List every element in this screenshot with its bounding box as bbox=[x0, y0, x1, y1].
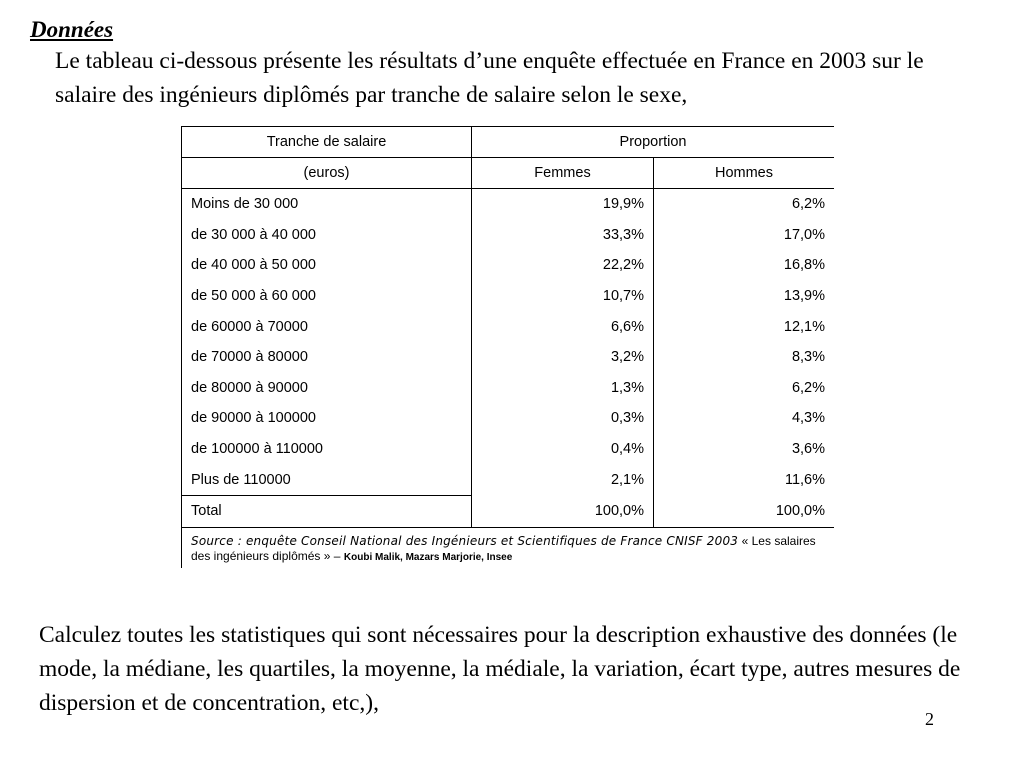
hommes-cell: 12,1% bbox=[654, 311, 835, 342]
hommes-cell: 3,6% bbox=[654, 434, 835, 465]
femmes-cell: 1,3% bbox=[472, 373, 654, 404]
salary-table-container bbox=[181, 126, 834, 568]
hommes-cell: 8,3% bbox=[654, 342, 835, 373]
intro-paragraph: Le tableau ci-dessous présente les résultats d’une enquête effectuée en France en 2003 sur le salaire des ingénieurs diplômés par tranche de salaire selon le sexe, bbox=[55, 48, 924, 108]
femmes-cell: 2,1% bbox=[472, 464, 654, 495]
hommes-cell: 6,2% bbox=[654, 373, 835, 404]
header-femmes: Femmes bbox=[472, 158, 654, 189]
tranche-cell: de 60000 à 70000 bbox=[182, 311, 472, 342]
femmes-cell: 3,2% bbox=[472, 342, 654, 373]
header-proportion: Proportion bbox=[472, 127, 835, 158]
tranche-cell: Moins de 30 000 bbox=[182, 189, 472, 220]
table-row bbox=[182, 373, 835, 404]
hommes-cell: 4,3% bbox=[654, 403, 835, 434]
femmes-cell: 6,6% bbox=[472, 311, 654, 342]
tranche-cell: de 100000 à 110000 bbox=[182, 434, 472, 465]
femmes-cell: 19,9% bbox=[472, 189, 654, 220]
table-row bbox=[182, 434, 835, 465]
total-hommes: 100,0% bbox=[654, 495, 835, 527]
question-paragraph: Calculez toutes les statistiques qui sont nécessaires pour la description exhaustive des données (le mode, la médiane, les quartiles, la moyenne, la médiale, la variation, écart type, autres mesures de dispersion et de concentration, etc,), bbox=[39, 622, 961, 716]
table-row bbox=[182, 220, 835, 251]
femmes-cell: 22,2% bbox=[472, 250, 654, 281]
header-hommes: Hommes bbox=[654, 158, 835, 189]
femmes-cell: 0,4% bbox=[472, 434, 654, 465]
tranche-cell: de 50 000 à 60 000 bbox=[182, 281, 472, 312]
femmes-cell: 10,7% bbox=[472, 281, 654, 312]
source-authors: Koubi Malik, Mazars Marjorie, Insee bbox=[343, 551, 513, 563]
table-row bbox=[182, 281, 835, 312]
hommes-cell: 11,6% bbox=[654, 464, 835, 495]
tranche-cell: de 80000 à 90000 bbox=[182, 373, 472, 404]
table-header-row bbox=[182, 127, 835, 158]
table-row bbox=[182, 342, 835, 373]
tranche-cell: de 70000 à 80000 bbox=[182, 342, 472, 373]
table-row bbox=[182, 311, 835, 342]
hommes-cell: 16,8% bbox=[654, 250, 835, 281]
femmes-cell: 33,3% bbox=[472, 220, 654, 251]
section-heading: Données bbox=[30, 17, 114, 42]
total-row bbox=[182, 495, 835, 527]
table-row bbox=[182, 250, 835, 281]
source-note bbox=[182, 527, 835, 568]
total-femmes: 100,0% bbox=[472, 495, 654, 527]
table-row bbox=[182, 189, 835, 220]
total-label: Total bbox=[182, 495, 472, 527]
source-row bbox=[182, 527, 835, 568]
table-body bbox=[182, 189, 835, 496]
header-tranche: Tranche de salaire bbox=[182, 127, 472, 158]
femmes-cell: 0,3% bbox=[472, 403, 654, 434]
page-number: 2 bbox=[925, 709, 934, 729]
header-euros: (euros) bbox=[182, 158, 472, 189]
source-italic: Source : enquête Conseil National des Ingénieurs et Scientifiques de France CNISF 2003 bbox=[191, 533, 739, 548]
hommes-cell: 6,2% bbox=[654, 189, 835, 220]
tranche-cell: Plus de 110000 bbox=[182, 464, 472, 495]
table-row bbox=[182, 464, 835, 495]
salary-table bbox=[181, 126, 834, 568]
table-subheader-row bbox=[182, 158, 835, 189]
tranche-cell: de 90000 à 100000 bbox=[182, 403, 472, 434]
source-title: « Les salaires des ingénieurs diplômés » – bbox=[191, 533, 816, 563]
tranche-cell: de 30 000 à 40 000 bbox=[182, 220, 472, 251]
table-row bbox=[182, 403, 835, 434]
hommes-cell: 13,9% bbox=[654, 281, 835, 312]
tranche-cell: de 40 000 à 50 000 bbox=[182, 250, 472, 281]
hommes-cell: 17,0% bbox=[654, 220, 835, 251]
